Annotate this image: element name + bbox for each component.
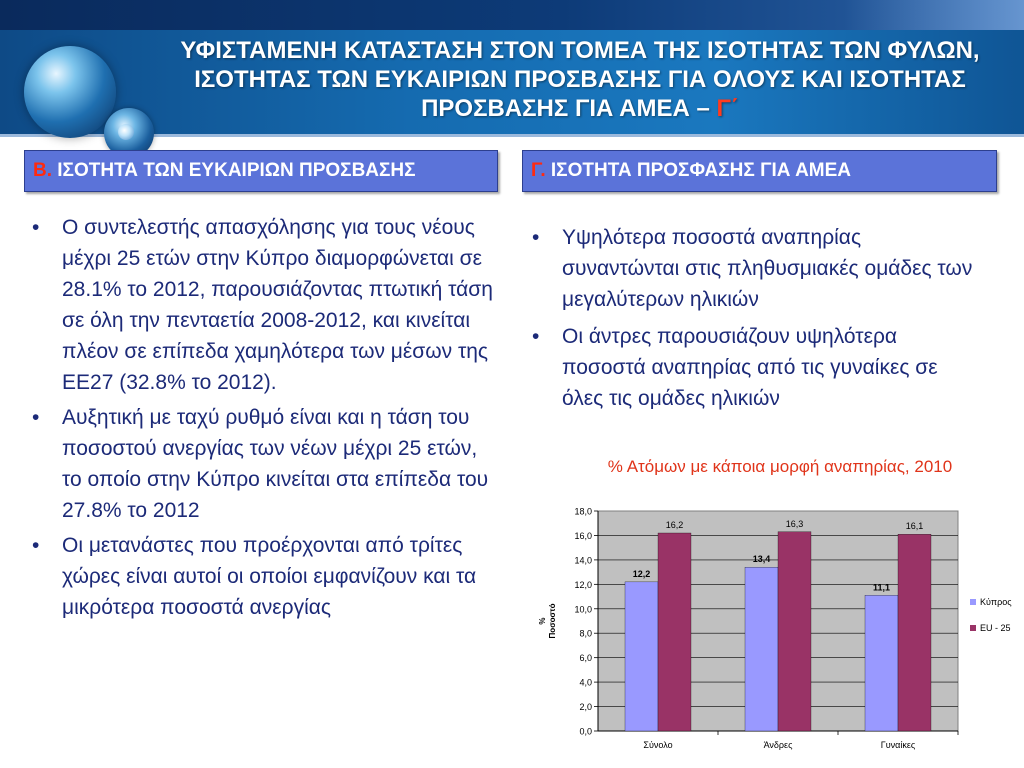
y-tick-label: 14,0 bbox=[574, 555, 592, 566]
bullet-icon: • bbox=[32, 406, 40, 429]
bar-cyprus bbox=[745, 567, 778, 731]
legend-swatch bbox=[970, 599, 976, 605]
y-tick-label: 8,0 bbox=[579, 628, 592, 639]
section-heading-right: ΙΣΟΤΗΤΑ ΠΡΟΣΦΑΣΗΣ ΓΙΑ ΑΜΕΑ bbox=[545, 160, 852, 181]
data-label: 12,2 bbox=[632, 568, 651, 579]
list-item bbox=[24, 402, 494, 526]
x-tick-label: Γυναίκες bbox=[880, 740, 916, 750]
bullet-text: Οι άντρες παρουσιάζουν υψηλότερα ποσοστά αναπηρίας από τις γυναίκες σε όλες τις ομάδες ηλικιών bbox=[562, 325, 938, 410]
bar-eu25 bbox=[898, 534, 931, 731]
section-header-left bbox=[24, 150, 498, 192]
section-header-right bbox=[522, 150, 997, 192]
y-axis-label-line: % bbox=[538, 617, 547, 625]
legend-label: EU - 25 bbox=[980, 623, 1011, 633]
right-bullet-list bbox=[524, 222, 979, 420]
bullet-icon: • bbox=[532, 226, 540, 249]
slide-title-accent: Γ΄ bbox=[716, 95, 739, 122]
data-label: 16,2 bbox=[665, 520, 684, 530]
top-bar-shine bbox=[844, 0, 1024, 30]
globe-icon bbox=[24, 46, 116, 138]
list-item bbox=[524, 321, 979, 414]
list-item bbox=[24, 212, 494, 398]
top-bar bbox=[0, 0, 1024, 30]
y-tick-label: 0,0 bbox=[579, 726, 592, 737]
y-tick-label: 4,0 bbox=[579, 677, 592, 688]
bullet-icon: • bbox=[532, 325, 540, 348]
tiny-globe-icon bbox=[118, 124, 134, 140]
bar-cyprus bbox=[625, 582, 658, 731]
bar-eu25 bbox=[778, 532, 811, 731]
y-tick-label: 10,0 bbox=[574, 604, 592, 615]
y-tick-label: 2,0 bbox=[579, 702, 592, 713]
legend-swatch bbox=[970, 625, 976, 631]
y-tick-label: 18,0 bbox=[574, 506, 592, 517]
x-tick-label: Άνδρες bbox=[763, 740, 793, 750]
x-tick-label: Σύνολο bbox=[643, 740, 673, 750]
disability-bar-chart bbox=[520, 498, 1020, 760]
bullet-text: Υψηλότερα ποσοστά αναπηρίας συναντώνται στις πληθυσμιακές ομάδες των μεγαλύτερων ηλικιών bbox=[562, 226, 973, 311]
y-tick-label: 12,0 bbox=[574, 579, 592, 590]
y-axis-label-line: Ποσοστό bbox=[548, 603, 557, 639]
bullet-text: Οι μετανάστες που προέρχονται από τρίτες χώρες είναι αυτοί οι οποίοι εμφανίζουν και τα μικρότερα ποσοστά ανεργίας bbox=[62, 534, 477, 619]
bar-cyprus bbox=[865, 595, 898, 731]
section-letter-left: Β. bbox=[33, 160, 52, 181]
section-heading-left: ΙΣΟΤΗΤΑ ΤΩΝ ΕΥΚΑΙΡΙΩΝ ΠΡΟΣΒΑΣΗΣ bbox=[52, 160, 416, 181]
data-label: 13,4 bbox=[752, 554, 771, 565]
list-item bbox=[24, 530, 494, 623]
section-letter-right: Γ. bbox=[531, 160, 546, 181]
bullet-text: Ο συντελεστής απασχόλησης για τους νέους μέχρι 25 ετών στην Κύπρο διαμορφώνεται σε 28.1% το 2012, παρουσιάζοντας πτωτική τάση σε όλη την πενταετία 2008-2012, και κινείται πλέον σε επίπεδα χαμηλότερα των μέσων της ΕΕ27 (32.8% το 2012). bbox=[62, 216, 493, 394]
y-axis-label bbox=[538, 603, 557, 638]
bullet-icon: • bbox=[32, 534, 40, 557]
y-tick-label: 16,0 bbox=[574, 530, 592, 541]
bullet-text: Αυξητική με ταχύ ρυθμό είναι και η τάση του ποσοστού ανεργίας των νέων μέχρι 25 ετών, το οποίο στην Κύπρο κινείται στα επίπεδα του 27.8% το 2012 bbox=[62, 406, 489, 522]
list-item bbox=[524, 222, 979, 315]
slide-title bbox=[165, 36, 995, 123]
y-tick-label: 6,0 bbox=[579, 653, 592, 664]
bullet-icon: • bbox=[32, 216, 40, 239]
chart-title: % Ατόμων με κάποια μορφή αναπηρίας, 2010 bbox=[607, 457, 953, 476]
slide-title-text: ΥΦΙΣΤΑΜΕΝΗ ΚΑΤΑΣΤΑΣΗ ΣΤΟΝ ΤΟΜΕΑ ΤΗΣ ΙΣΟΤΗΤΑΣ ΤΩΝ ΦΥΛΩΝ, ΙΣΟΤΗΤΑΣ ΤΩΝ ΕΥΚΑΙΡΙΩΝ ΠΡΟΣΒΑΣΗΣ ΓΙΑ ΟΛΟΥΣ ΚΑΙ ΙΣΟΤΗΤΑΣ ΠΡΟΣΒΑΣΗΣ ΓΙΑ ΑΜΕΑ – bbox=[180, 37, 980, 122]
left-bullet-list bbox=[24, 212, 494, 627]
bar-eu25 bbox=[658, 533, 691, 731]
data-label: 16,3 bbox=[785, 518, 804, 529]
data-label: 16,1 bbox=[905, 521, 924, 532]
data-label: 11,1 bbox=[872, 582, 891, 593]
legend-label: Κύπρος bbox=[980, 597, 1012, 607]
